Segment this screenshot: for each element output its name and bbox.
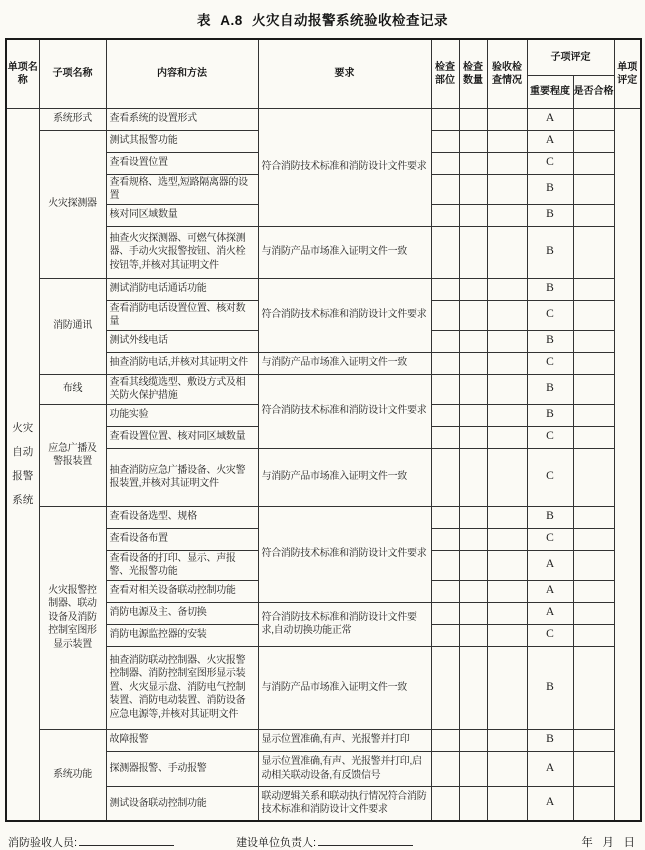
check-part-cell — [431, 174, 459, 204]
content-cell: 查看设备的打印、显示、声报警、光报警功能 — [106, 550, 258, 580]
check-quantity-cell — [459, 108, 487, 130]
content-cell: 查看系统的设置形式 — [106, 108, 258, 130]
content-cell: 查看设置位置 — [106, 152, 258, 174]
status-cell — [487, 130, 527, 152]
content-cell: 查看设置位置、核对同区域数量 — [106, 426, 258, 448]
requirement-cell: 符合消防技术标准和消防设计文件要求 — [258, 108, 431, 226]
signature-footer — [5, 833, 640, 850]
check-part-cell — [431, 602, 459, 624]
content-cell: 探测器报警、手动报警 — [106, 751, 258, 786]
check-part-cell — [431, 624, 459, 646]
qualified-cell — [573, 152, 614, 174]
inspector-signature-group — [8, 833, 174, 850]
qualified-cell — [573, 130, 614, 152]
content-cell: 查看设备布置 — [106, 528, 258, 550]
status-cell — [487, 426, 527, 448]
status-cell — [487, 602, 527, 624]
status-cell — [487, 330, 527, 352]
importance-cell: B — [527, 646, 573, 729]
header-qualified: 是否合格 — [573, 75, 614, 108]
check-part-cell — [431, 580, 459, 602]
builder-signature-group — [236, 833, 413, 850]
importance-cell: C — [527, 352, 573, 374]
importance-cell: C — [527, 426, 573, 448]
check-quantity-cell — [459, 152, 487, 174]
check-part-cell — [431, 448, 459, 506]
importance-cell: A — [527, 602, 573, 624]
qualified-cell — [573, 174, 614, 204]
date-label: 年 月 日 — [581, 837, 635, 849]
check-quantity-cell — [459, 506, 487, 528]
builder-label: 建设单位负责人: — [236, 837, 317, 849]
subitem-cell: 系统形式 — [39, 108, 106, 130]
check-quantity-cell — [459, 550, 487, 580]
check-quantity-cell — [459, 226, 487, 278]
status-cell — [487, 278, 527, 300]
check-quantity-cell — [459, 646, 487, 729]
item-eval-cell — [614, 108, 641, 821]
subitem-cell: 系统功能 — [39, 729, 106, 821]
qualified-cell — [573, 278, 614, 300]
check-quantity-cell — [459, 580, 487, 602]
content-cell: 消防电源监控器的安装 — [106, 624, 258, 646]
status-cell — [487, 352, 527, 374]
item-name-cell: 火灾自动报警系统 — [6, 108, 39, 821]
requirement-cell: 与消防产品市场准入证明文件一致 — [258, 226, 431, 278]
status-cell — [487, 646, 527, 729]
status-cell — [487, 204, 527, 226]
content-cell: 测试其报警功能 — [106, 130, 258, 152]
check-part-cell — [431, 786, 459, 821]
status-cell — [487, 751, 527, 786]
qualified-cell — [573, 374, 614, 404]
check-quantity-cell — [459, 278, 487, 300]
importance-cell: C — [527, 528, 573, 550]
header-importance: 重要程度 — [527, 75, 573, 108]
qualified-cell — [573, 300, 614, 330]
header-item-eval: 单项评定 — [614, 39, 641, 108]
status-cell — [487, 528, 527, 550]
importance-cell: C — [527, 624, 573, 646]
qualified-cell — [573, 226, 614, 278]
check-part-cell — [431, 729, 459, 751]
qualified-cell — [573, 580, 614, 602]
check-part-cell — [431, 751, 459, 786]
check-part-cell — [431, 204, 459, 226]
subitem-cell: 消防通讯 — [39, 278, 106, 374]
status-cell — [487, 300, 527, 330]
check-quantity-cell — [459, 204, 487, 226]
content-cell: 查看设备选型、规格 — [106, 506, 258, 528]
importance-cell: B — [527, 204, 573, 226]
content-cell: 抽查消防应急广播设备、火灾警报装置,并核对其证明文件 — [106, 448, 258, 506]
check-quantity-cell — [459, 751, 487, 786]
importance-cell: A — [527, 751, 573, 786]
status-cell — [487, 624, 527, 646]
status-cell — [487, 506, 527, 528]
status-cell — [487, 786, 527, 821]
subitem-cell: 布线 — [39, 374, 106, 404]
requirement-cell: 符合消防技术标准和消防设计文件要求 — [258, 374, 431, 448]
subitem-cell: 火灾探测器 — [39, 130, 106, 278]
qualified-cell — [573, 352, 614, 374]
qualified-cell — [573, 108, 614, 130]
check-quantity-cell — [459, 528, 487, 550]
importance-cell: C — [527, 152, 573, 174]
check-quantity-cell — [459, 602, 487, 624]
check-part-cell — [431, 404, 459, 426]
qualified-cell — [573, 751, 614, 786]
check-quantity-cell — [459, 174, 487, 204]
header-subitem-name: 子项名称 — [39, 39, 106, 108]
inspector-signature-line — [79, 833, 174, 846]
qualified-cell — [573, 786, 614, 821]
qualified-cell — [573, 426, 614, 448]
requirement-cell: 与消防产品市场准入证明文件一致 — [258, 646, 431, 729]
qualified-cell — [573, 404, 614, 426]
check-quantity-cell — [459, 624, 487, 646]
importance-cell: B — [527, 226, 573, 278]
content-cell: 抽查火灾探测器、可燃气体探测器、手动火灾报警按钮、消火栓按钮等,并核对其证明文件 — [106, 226, 258, 278]
importance-cell: A — [527, 580, 573, 602]
check-part-cell — [431, 226, 459, 278]
status-cell — [487, 374, 527, 404]
check-quantity-cell — [459, 786, 487, 821]
check-quantity-cell — [459, 130, 487, 152]
content-cell: 功能实验 — [106, 404, 258, 426]
requirement-cell: 符合消防技术标准和消防设计文件要求 — [258, 278, 431, 352]
header-requirement: 要求 — [258, 39, 431, 108]
check-part-cell — [431, 528, 459, 550]
importance-cell: A — [527, 550, 573, 580]
content-cell: 抽查消防联动控制器、火灾报警控制器、消防控制室图形显示装置、火灾显示盘、消防电气控制装置、消防电动装置、消防设备应急电源等,并核对其证明文件 — [106, 646, 258, 729]
check-quantity-cell — [459, 729, 487, 751]
content-cell: 测试外线电话 — [106, 330, 258, 352]
header-check-part: 检查部位 — [431, 39, 459, 108]
status-cell — [487, 550, 527, 580]
status-cell — [487, 448, 527, 506]
header-acceptance-status: 验收检查情况 — [487, 39, 527, 108]
header-check-quantity: 检查数量 — [459, 39, 487, 108]
requirement-cell: 与消防产品市场准入证明文件一致 — [258, 448, 431, 506]
content-cell: 故障报警 — [106, 729, 258, 751]
importance-cell: C — [527, 300, 573, 330]
content-cell: 抽查消防电话,并核对其证明文件 — [106, 352, 258, 374]
importance-cell: B — [527, 330, 573, 352]
status-cell — [487, 404, 527, 426]
requirement-cell: 显示位置准确,有声、光报警并打印,启动相关联动设备,有反馈信号 — [258, 751, 431, 786]
check-quantity-cell — [459, 352, 487, 374]
content-cell: 查看对相关设备联动控制功能 — [106, 580, 258, 602]
status-cell — [487, 174, 527, 204]
builder-signature-line — [318, 833, 413, 846]
qualified-cell — [573, 729, 614, 751]
check-part-cell — [431, 130, 459, 152]
importance-cell: B — [527, 729, 573, 751]
qualified-cell — [573, 646, 614, 729]
content-cell: 查看其线缆选型、敷设方式及相关防火保护措施 — [106, 374, 258, 404]
content-cell: 核对同区域数量 — [106, 204, 258, 226]
qualified-cell — [573, 602, 614, 624]
status-cell — [487, 580, 527, 602]
qualified-cell — [573, 624, 614, 646]
importance-cell: A — [527, 786, 573, 821]
check-part-cell — [431, 152, 459, 174]
check-quantity-cell — [459, 426, 487, 448]
check-part-cell — [431, 550, 459, 580]
content-cell: 查看消防电话设置位置、核对数量 — [106, 300, 258, 330]
content-cell: 测试设备联动控制功能 — [106, 786, 258, 821]
check-part-cell — [431, 352, 459, 374]
check-quantity-cell — [459, 330, 487, 352]
status-cell — [487, 226, 527, 278]
check-quantity-cell — [459, 300, 487, 330]
importance-cell: A — [527, 108, 573, 130]
status-cell — [487, 152, 527, 174]
qualified-cell — [573, 506, 614, 528]
qualified-cell — [573, 330, 614, 352]
qualified-cell — [573, 204, 614, 226]
check-part-cell — [431, 646, 459, 729]
acceptance-record-table — [5, 38, 642, 822]
content-cell: 测试消防电话通话功能 — [106, 278, 258, 300]
inspector-label: 消防验收人员: — [8, 837, 78, 849]
check-quantity-cell — [459, 448, 487, 506]
qualified-cell — [573, 528, 614, 550]
check-part-cell — [431, 108, 459, 130]
check-part-cell — [431, 300, 459, 330]
status-cell — [487, 729, 527, 751]
importance-cell: B — [527, 506, 573, 528]
check-part-cell — [431, 426, 459, 448]
check-part-cell — [431, 506, 459, 528]
check-quantity-cell — [459, 374, 487, 404]
check-part-cell — [431, 278, 459, 300]
requirement-cell: 符合消防技术标准和消防设计文件要求,自动切换功能正常 — [258, 602, 431, 646]
check-part-cell — [431, 330, 459, 352]
check-part-cell — [431, 374, 459, 404]
subitem-cell: 火灾报警控制器、联动设备及消防控制室图形显示装置 — [39, 506, 106, 729]
importance-cell: B — [527, 174, 573, 204]
importance-cell: B — [527, 278, 573, 300]
header-item-name: 单项名称 — [6, 39, 39, 108]
content-cell: 消防电源及主、备切换 — [106, 602, 258, 624]
qualified-cell — [573, 448, 614, 506]
importance-cell: C — [527, 448, 573, 506]
header-content-method: 内容和方法 — [106, 39, 258, 108]
requirement-cell: 显示位置准确,有声、光报警并打印 — [258, 729, 431, 751]
requirement-cell: 与消防产品市场准入证明文件一致 — [258, 352, 431, 374]
content-cell: 查看规格、选型,短路隔离器的设置 — [106, 174, 258, 204]
status-cell — [487, 108, 527, 130]
importance-cell: B — [527, 404, 573, 426]
subitem-cell: 应急广播及警报装置 — [39, 404, 106, 506]
importance-cell: B — [527, 374, 573, 404]
header-subitem-eval: 子项评定 — [527, 39, 614, 75]
table-title: 表 A.8 火灾自动报警系统验收检查记录 — [196, 13, 448, 28]
check-quantity-cell — [459, 404, 487, 426]
requirement-cell: 联动逻辑关系和联动执行情况符合消防技术标准和消防设计文件要求 — [258, 786, 431, 821]
importance-cell: A — [527, 130, 573, 152]
requirement-cell: 符合消防技术标准和消防设计文件要求 — [258, 506, 431, 602]
qualified-cell — [573, 550, 614, 580]
